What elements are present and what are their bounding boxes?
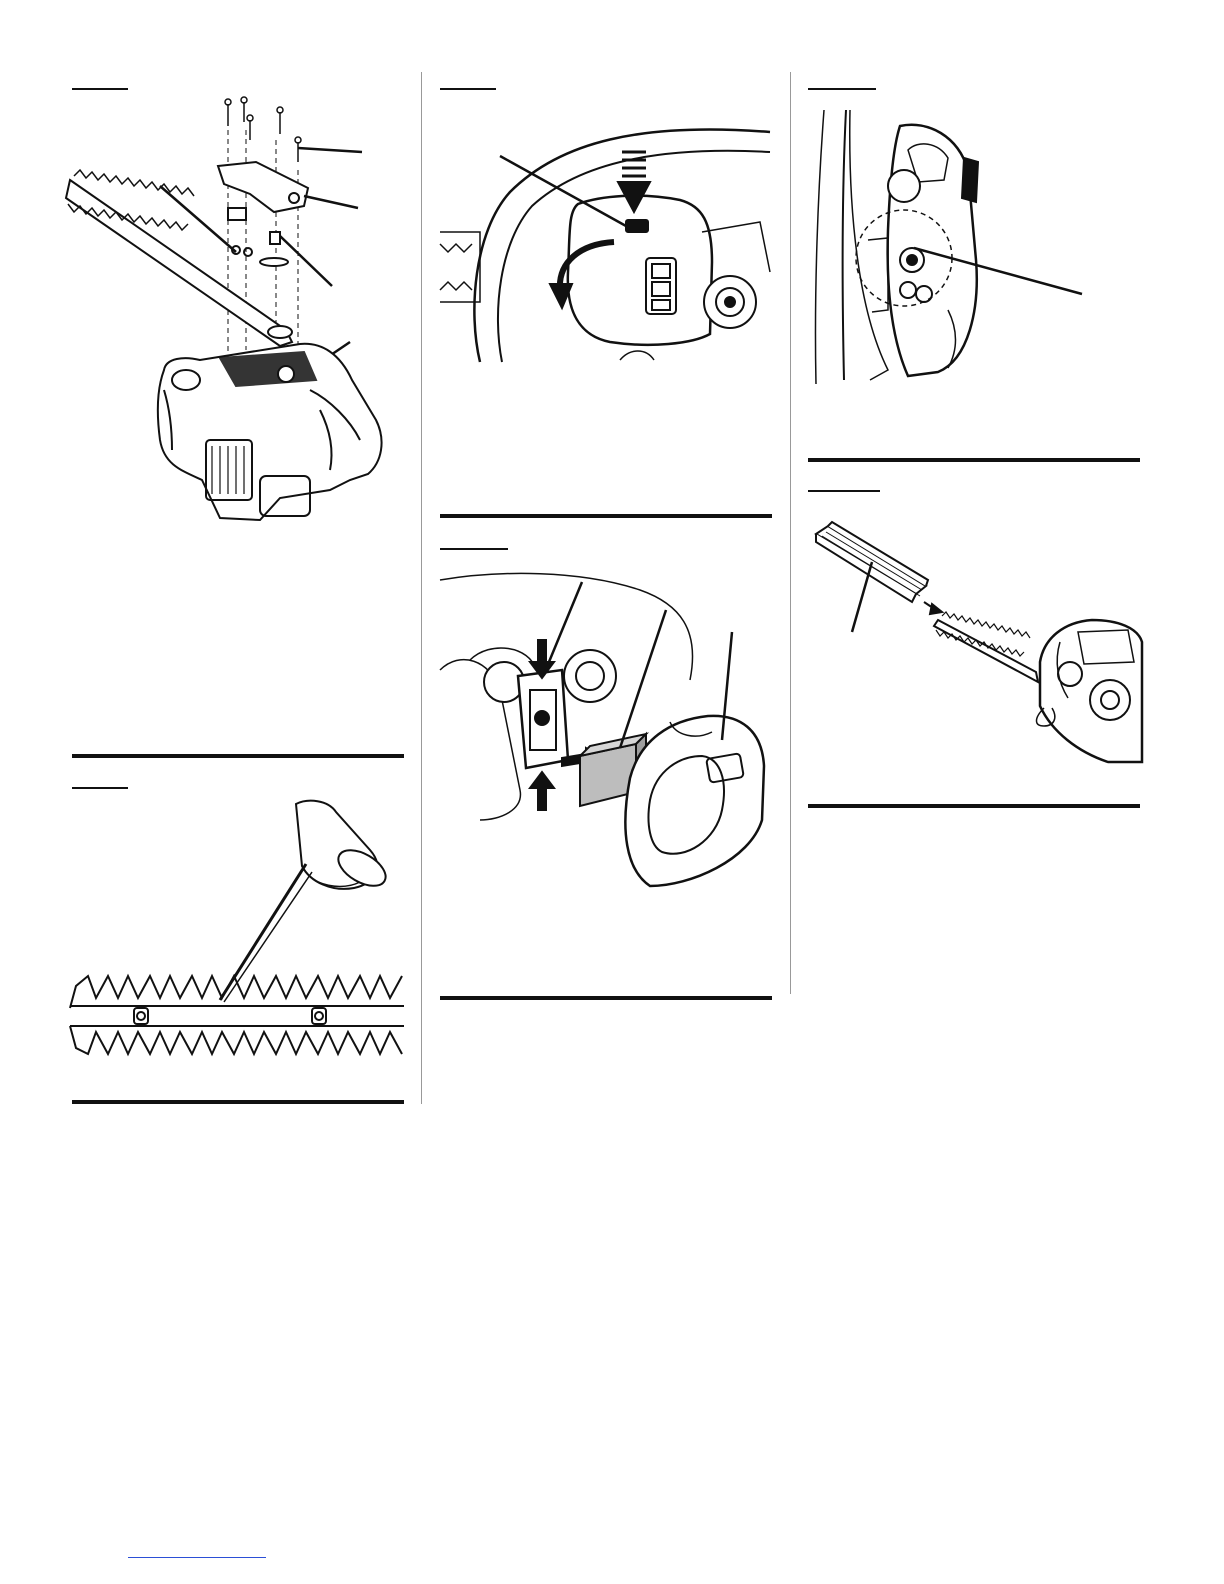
- footer-link-underline[interactable]: [128, 1557, 266, 1558]
- column-separator-left: [421, 72, 422, 1104]
- air-filter-cover-press-icon: [440, 112, 774, 372]
- figure-label-tab: [808, 490, 880, 492]
- section-rule: [440, 514, 772, 518]
- figure-label-tab: [440, 88, 496, 90]
- section-rule: [72, 1100, 404, 1104]
- blade-scabbard-icon: [808, 512, 1142, 762]
- section-rule: [72, 754, 404, 758]
- section-rule: [440, 996, 772, 1000]
- figure-label-tab: [72, 787, 128, 789]
- spark-plug-location-icon: [808, 110, 1142, 390]
- column-separator-right: [790, 72, 791, 994]
- oil-can-on-blade-icon: [70, 790, 410, 1060]
- section-rule: [808, 804, 1140, 808]
- figure-label-tab: [808, 88, 876, 90]
- section-rule: [808, 458, 1140, 462]
- figure-label-tab: [440, 548, 508, 550]
- air-filter-removal-icon: [440, 570, 774, 900]
- hedge-trimmer-blade-exploded-icon: [60, 90, 420, 530]
